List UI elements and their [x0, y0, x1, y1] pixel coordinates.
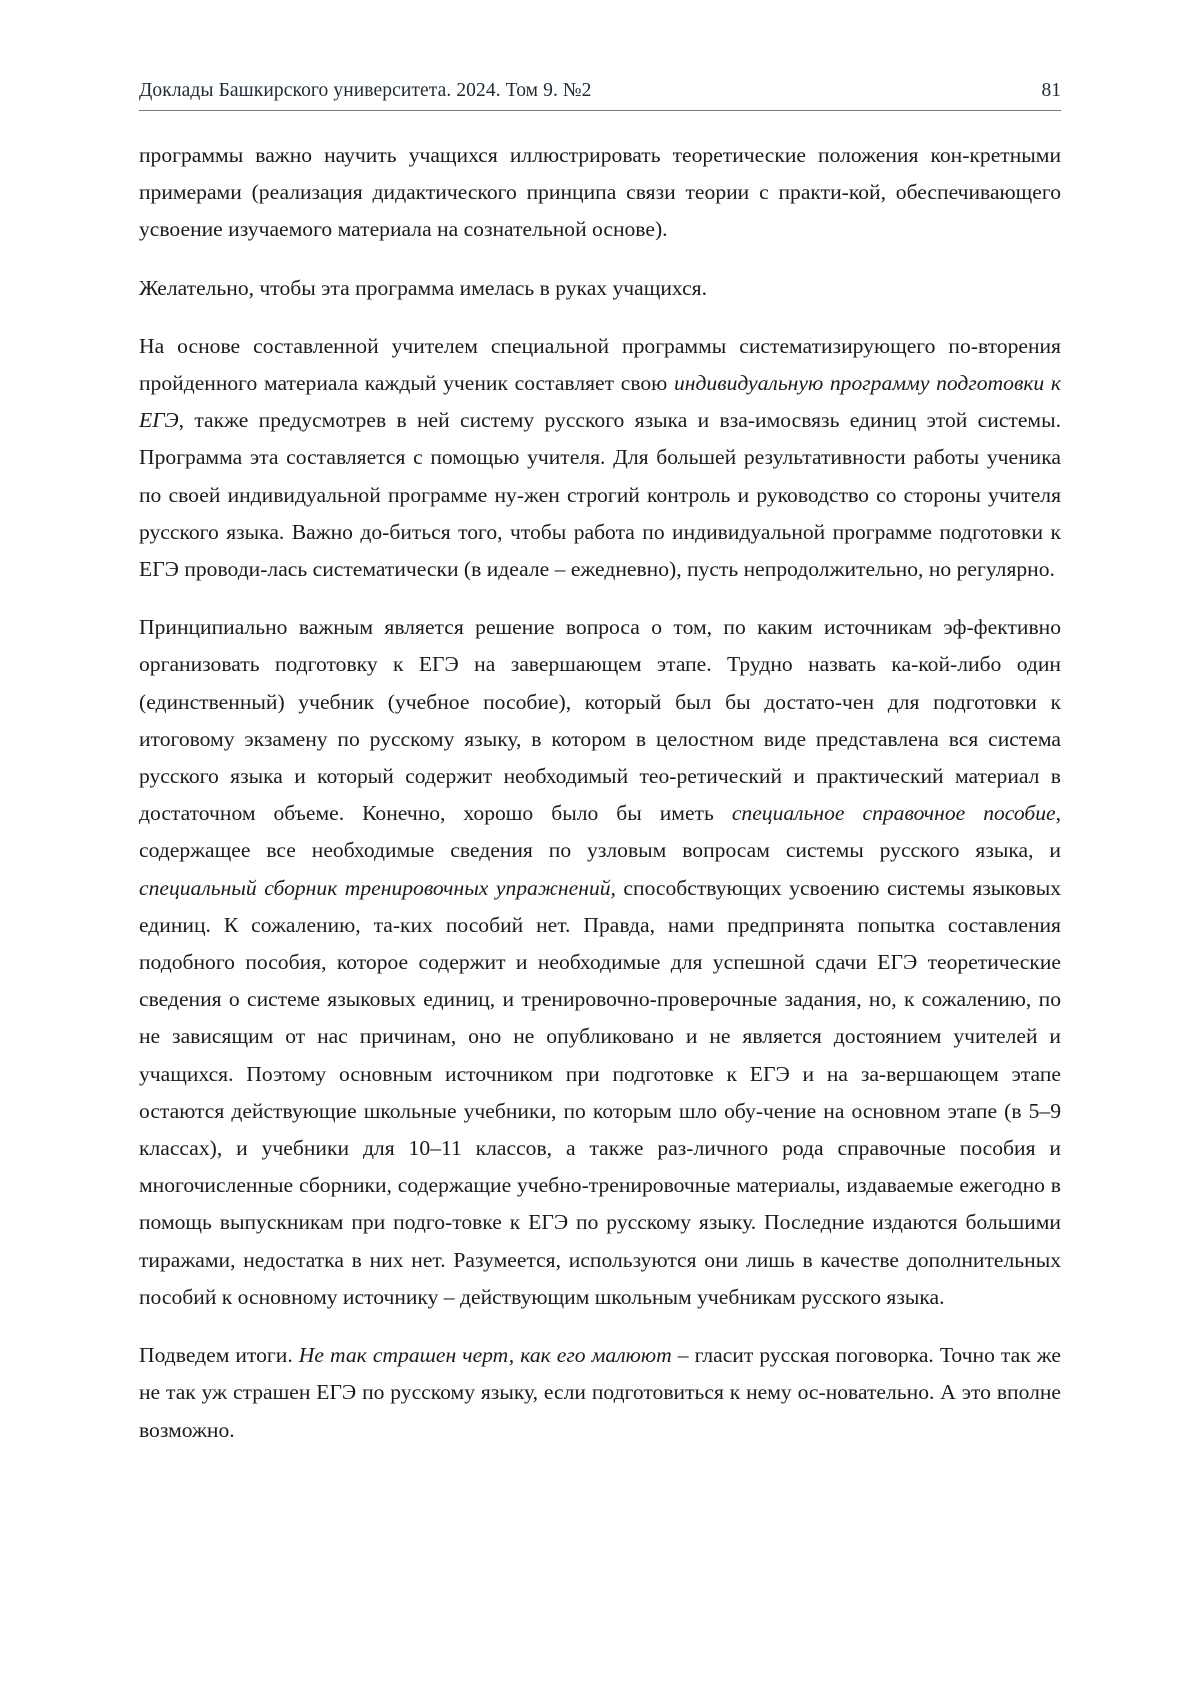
plain-text: , также предусмотрев в ней систему русского языка и вза-имосвязь единиц этой системы. Программа эта составляется с помощью учителя. Для большей результативности работы ученика по своей индивидуальной программе ну-жен строгий контроль и руководство со стороны учителя русского языка. Важно до-биться того, чтобы работа по индивидуальной программе подготовки к ЕГЭ проводи-лась систематически (в идеале – ежедневно), пусть непродолжительно, но регулярно.: [139, 408, 1061, 582]
plain-text: программы важно научить учащихся иллюстрировать теоретические положения кон-кретными примерами (реализация дидактического принципа связи теории с практи-кой, обеспечивающего усвоение изучаемого материала на сознательной основе).: [139, 143, 1061, 242]
emphasis-text: специальное справочное пособие: [731, 801, 1056, 826]
paragraph: [139, 270, 1061, 307]
plain-text: , содержащее все необходимые сведения по узловым вопросам системы русского языка, и: [139, 801, 1061, 863]
emphasis-text: индивидуальную программу подготовки к ЕГЭ: [139, 371, 1062, 433]
emphasis-text: специальный сборник тренировочных упражнений,: [139, 875, 616, 900]
paragraph: [139, 328, 1061, 588]
plain-text: способствующих усвоению системы языковых единиц. К сожалению, та-ких пособий нет. Правда, нами предпринята попытка составления подобного пособия, которое содержит и необходимые для успешной сдачи ЕГЭ теоретические сведения о системе языковых единиц, и тренировочно-проверочные задания, но, к сожалению, по не зависящим от нас причинам, оно не опубликовано и не является достоянием учителей и учащихся. Поэтому основным источником при подготовке к ЕГЭ и на за-вершающем этапе остаются действующие школьные учебники, по которым шло обу-чение на основном этапе (в 5–9 классах), и учебники для 10–11 классов, а также раз-личного рода справочные пособия и многочисленные сборники, содержащие учебно-тренировочные материалы, издаваемые ежегодно в помощь выпускникам при подго-товке к ЕГЭ по русскому языку. Последние издаются большими тиражами, недостатка в них нет. Разумеется, используются они лишь в качестве дополнительных пособий к основному источнику – действующим школьным учебникам русского языка.: [139, 875, 1061, 1309]
plain-text: На основе составленной учителем специальной программы систематизирующего по-вторения пройденного материала каждый ученик составляет свою: [139, 333, 1061, 396]
page-content: [139, 80, 1061, 1449]
running-head: [139, 80, 1061, 111]
plain-text: Подведем итоги.: [139, 1343, 299, 1368]
paragraph: [139, 609, 1061, 1316]
plain-text: Желательно, чтобы эта программа имелась в руках учащихся.: [139, 275, 707, 300]
page-number: 81: [1041, 80, 1061, 101]
paragraph: [139, 137, 1061, 249]
plain-text: – гласит русская поговорка. Точно так же не так уж страшен ЕГЭ по русскому языку, если подготовиться к нему ос-новательно. А это вполне возможно.: [139, 1343, 1061, 1442]
paragraph: [139, 1337, 1061, 1449]
journal-title: Доклады Башкирского университета. 2024. Том 9. №2: [139, 80, 592, 101]
plain-text: Принципиально важным является решение вопроса о том, по каким источникам эф-фективно организовать подготовку к ЕГЭ на завершающем этапе. Трудно назвать ка-кой-либо один (единственный) учебник (учебное пособие), который был бы достато-чен для подготовки к итоговому экзамену по русскому языку, в котором в целостном виде представлена вся система русского языка и который содержит необходимый тео-ретический и практический материал в достаточном объеме. Конечно, хорошо было бы иметь: [139, 615, 1061, 826]
body-text: [139, 137, 1061, 1449]
emphasis-text: Не так страшен черт, как его малюют: [298, 1343, 672, 1368]
